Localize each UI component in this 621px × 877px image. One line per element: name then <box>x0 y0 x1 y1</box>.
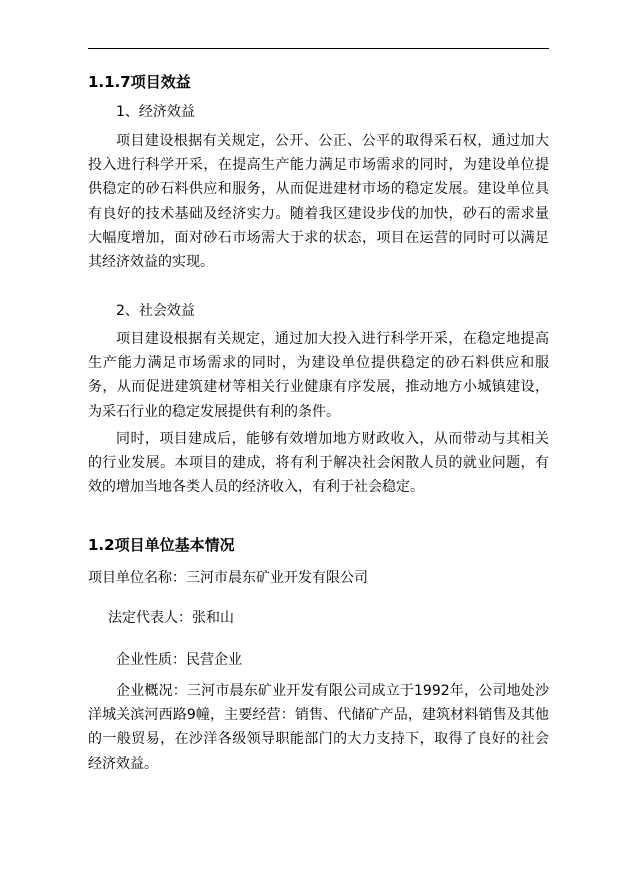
enterprise-overview: 企业概况：三河市晨东矿业开发有限公司成立于1992年，公司地处沙洋城关滨河西路9幢，主要经营：销售、代储矿产品，建筑材料销售及其他的一般贸易，在沙洋各级领导职能部门的大力支持下，取得了良好的社会经济效益。 <box>88 683 549 772</box>
heading-1-2: 1.2项目单位基本情况 <box>88 536 235 554</box>
header-rule <box>88 48 549 49</box>
enterprise-nature: 企业性质：民营企业 <box>116 652 242 668</box>
subheading-economic: 1、经济效益 <box>116 104 195 120</box>
paragraph-economic: 项目建设根据有关规定，公开、公正、公平的取得采石权，通过加大投入进行科学开采，在提高生产能力满足市场需求的同时，为建设单位提供稳定的砂石料供应和服务，从而促进建材市场的稳定发展。建设单位具有良好的技术基础及经济实力。随着我区建设步伐的加快，砂石的需求量大幅度增加，面对砂石市场需大于求的状态，项目在运营的同时可以满足其经济效益的实现。 <box>88 133 549 271</box>
unit-name: 项目单位名称：三河市晨东矿业开发有限公司 <box>88 570 368 586</box>
subheading-social: 2、社会效益 <box>116 303 195 319</box>
legal-representative: 法定代表人：张和山 <box>108 610 234 626</box>
heading-1-1-7: 1.1.7项目效益 <box>88 73 191 91</box>
paragraph-social-1: 项目建设根据有关规定，通过加大投入进行科学开采，在稳定地提高生产能力满足市场需求的同时，为建设单位提供稳定的砂石料供应和服务，从而促进建筑建材等相关行业健康有序发展，推动地方小城镇建设，为采石行业的稳定发展提供有利的条件。 <box>88 331 549 420</box>
paragraph-social-2: 同时，项目建成后，能够有效增加地方财政收入，从而带动与其相关的行业发展。本项目的建成，将有利于解决社会闲散人员的就业问题，有效的增加当地各类人员的经济收入，有利于社会稳定。 <box>88 431 549 496</box>
